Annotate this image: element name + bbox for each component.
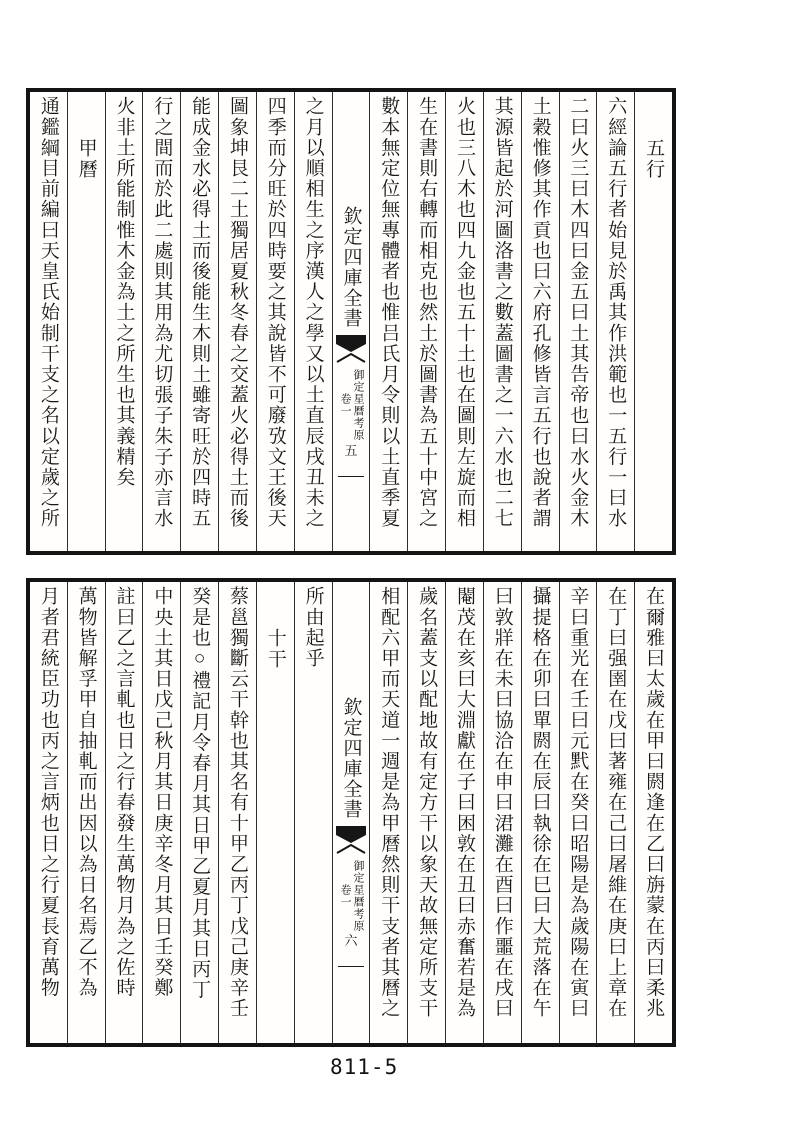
column-text: 曰敦牂在未曰協洽在申曰涒灘在酉曰作噩在戌曰 [491, 586, 513, 1019]
text-block-lower [26, 578, 676, 1047]
column-text: 生在書則右轉而相克也然土於圖書為五十中宮之 [416, 96, 438, 529]
banxin-rule [338, 966, 365, 967]
column-text: 在爾雅曰太歲在甲曰閼逢在乙曰旃蒙在丙曰柔兆 [643, 586, 665, 1019]
column-text: 通鑑綱目前編曰天皇氏始制干支之名以定歲之所 [37, 96, 59, 529]
text-column [559, 582, 597, 1043]
column-text: 月者君統臣功也丙之言炳也日之行夏長育萬物 [37, 586, 59, 998]
section-title-column [256, 582, 294, 1043]
text-column [483, 92, 521, 551]
text-column [105, 92, 143, 551]
text-column [521, 582, 559, 1043]
section-title: 十干 [264, 628, 286, 670]
banxin-book-info [339, 369, 363, 441]
text-column [180, 582, 218, 1043]
column-text: 二曰火三曰木四曰金五曰土其告帝也曰水火金木 [567, 96, 589, 529]
column-text: 閹茂在亥曰大淵獻在子曰困敦在丑曰赤奮若是為 [453, 586, 475, 1019]
column-text: 其源皆起於河圖洛書之數蓋圖書之一六水也二七 [491, 96, 513, 529]
column-text: 圖象坤艮二土獨居夏秋冬春之交蓋火必得土而後 [226, 96, 248, 529]
text-column [634, 582, 672, 1043]
text-column [218, 92, 256, 551]
text-column [596, 582, 634, 1043]
column-text: 萬物皆解孚甲自抽軋而出因以為日名焉乙不為 [75, 586, 97, 998]
series-title: 欽定四庫全書 [340, 206, 362, 329]
volume-label: 卷一 [338, 392, 351, 417]
column-text: 註曰乙之言軋也日之行春發生萬物月為之佐時 [113, 586, 135, 998]
column-text: 火非土所能制惟木金為土之所生也其義精矣 [113, 96, 135, 488]
banxin-column [332, 92, 370, 551]
text-column [559, 92, 597, 551]
text-column [407, 582, 445, 1043]
folio-number: 六 [344, 933, 358, 948]
column-text: 中央土其日戊己秋月其日庚辛冬月其日壬癸鄭 [151, 586, 173, 998]
section-title-column [634, 92, 672, 551]
text-column [294, 582, 332, 1043]
text-column [180, 92, 218, 551]
book-title: 御定星曆考原 [351, 368, 364, 441]
column-text: 之月以順相生之序漢人之學又以土直辰戌丑未之 [302, 96, 324, 529]
banxin-rule [338, 476, 365, 477]
text-column [596, 92, 634, 551]
text-column [30, 582, 67, 1043]
column-text: 土穀惟修其作貢也曰六府孔修皆言五行也說者謂 [529, 96, 551, 529]
column-text: 癸是也○禮記月令春月其日甲乙夏月其日丙丁 [189, 586, 211, 1000]
print-page-number: 811-5 [330, 1055, 399, 1079]
book-title: 御定星曆考原 [351, 859, 364, 932]
column-text: 攝提格在卯曰單閼在辰曰執徐在巳曰大荒落在午 [529, 586, 551, 1019]
text-column [142, 92, 180, 551]
section-title: 甲曆 [75, 138, 97, 180]
text-block-upper [26, 88, 676, 555]
column-text: 四季而分旺於四時要之其說皆不可廢攷文王後天 [264, 96, 286, 529]
text-column [445, 582, 483, 1043]
series-title: 欽定四庫全書 [340, 697, 362, 820]
text-column [294, 92, 332, 551]
column-text: 相配六甲而天道一週是為甲曆然則干支者其曆之 [378, 586, 400, 1019]
text-column [369, 582, 407, 1043]
text-column [445, 92, 483, 551]
banxin-column [332, 582, 370, 1043]
fishtail-icon [335, 826, 367, 856]
text-column [521, 92, 559, 551]
column-text: 辛曰重光在壬曰元黓在癸曰昭陽是為歲陽在寅曰 [567, 586, 589, 1019]
section-title-column [67, 92, 105, 551]
column-text: 六經論五行者始見於禹其作洪範也一五行一曰水 [605, 96, 627, 529]
section-title: 五行 [643, 138, 665, 180]
banxin-book-info [339, 860, 363, 932]
text-column [369, 92, 407, 551]
text-column [256, 92, 294, 551]
text-column [218, 582, 256, 1043]
text-column [483, 582, 521, 1043]
text-column [142, 582, 180, 1043]
column-text: 數本無定位無專體者也惟吕氏月令則以土直季夏 [378, 96, 400, 529]
volume-label: 卷一 [338, 883, 351, 908]
text-column [105, 582, 143, 1043]
text-column [67, 582, 105, 1043]
text-column [407, 92, 445, 551]
column-text: 行之間而於此二處則其用為尤切張子朱子亦言水 [151, 96, 173, 529]
folio-number: 五 [344, 443, 358, 458]
fishtail-icon [335, 335, 367, 365]
column-text: 所由起乎 [302, 586, 324, 669]
column-text: 能成金水必得土而後能生木則土雖寄旺於四時五 [189, 96, 211, 529]
column-text: 在丁曰强圉在戊曰著雍在己曰屠維在庚曰上章在 [605, 586, 627, 1019]
column-text: 蔡邕獨斷云干幹也其名有十甲乙丙丁戊己庚辛壬 [226, 586, 248, 1019]
text-column [30, 92, 67, 551]
column-text: 火也三八木也四九金也五十土也在圖則左旋而相 [453, 96, 475, 529]
column-text: 歲名蓋支以配地故有定方干以象天故無定所支干 [416, 586, 438, 1019]
